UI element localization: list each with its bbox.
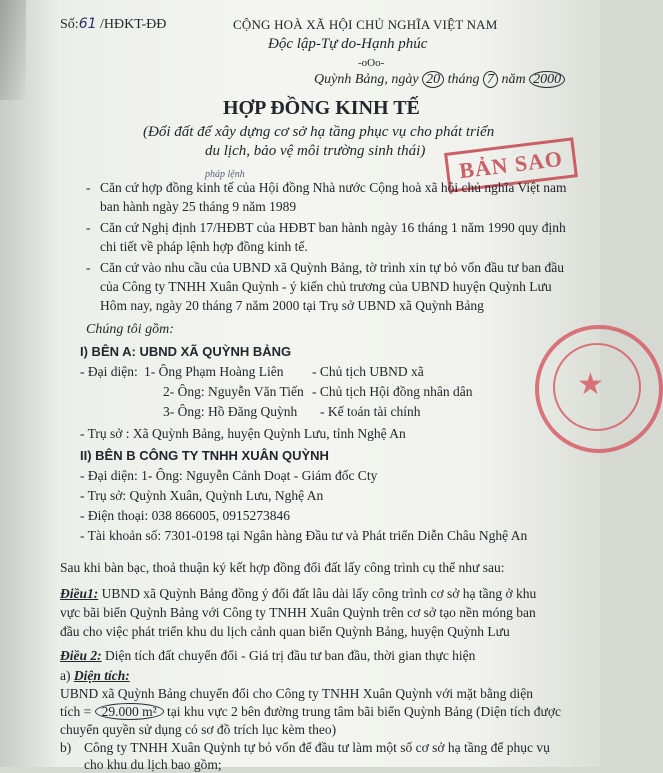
handwritten-note: pháp lệnh (205, 169, 245, 180)
party-b-office: - Trụ sở: Quỳnh Xuân, Quỳnh Lưu, Nghệ An (80, 488, 324, 503)
copy-stamp: BẢN SAO (444, 137, 578, 193)
party-a-rep-1-role: - Chủ tịch UBND xã (312, 364, 424, 379)
basis-1-line2: ban hành ngày 25 tháng 9 năm 1989 (100, 199, 297, 214)
number-handwritten: 61 (78, 16, 97, 32)
seal-star-icon: ★ (577, 368, 604, 401)
party-a-office: - Trụ sở : Xã Quỳnh Bảng, huyện Quỳnh Lưu, tỉnh Nghệ An (80, 426, 406, 441)
number-suffix: /HĐKT-ĐĐ (96, 17, 167, 32)
article-2-b-label: b) (60, 740, 72, 755)
party-a-rep-2-name: 2- Ông: Nguyễn Văn Tiến (163, 384, 304, 399)
number-prefix: Số: (60, 17, 79, 32)
article-1-line3: đầu cho việc phát triển khu du lịch cảnh quan biển Quỳnh Bảng, huyện Quỳnh Lưu (60, 624, 510, 639)
contract-subtitle-line1: (Đổi đất để xây dựng cơ sở hạ tầng phục vụ cho phát triển (143, 124, 495, 140)
article-1-line1 (60, 586, 536, 602)
date-month-label: tháng (447, 72, 480, 87)
article-2-b-line2: cho khu du lịch bao gồm; (84, 757, 222, 772)
basis-1-line1: Căn cứ hợp đồng kinh tế của Hội đồng Nhà nước Cộng hoà xã hội chủ nghĩa Việt nam (100, 180, 567, 195)
party-b-rep: - Đại diện: 1- Ông: Nguyễn Cảnh Doạt - Giám đốc Cty (80, 468, 378, 483)
article-2-a-line2 (60, 704, 561, 720)
article-1-text: UBND xã Quỳnh Bảng đồng ý đổi đất lâu dài lấy công trình cơ sở hạ tầng ở khu (98, 586, 537, 601)
date-year-label: năm (501, 72, 526, 87)
article-2-a-line3: chuyển quyền sử dụng có sơ đồ trích lục kèm theo) (60, 722, 337, 737)
basis-3-bullet: - (86, 260, 91, 275)
basis-2-line1: Căn cứ Nghị định 17/HĐBT của HĐBT ban hành ngày 16 tháng 1 năm 1990 quy định (100, 220, 566, 235)
article-1-label: Điều1: (60, 586, 99, 601)
ornament: -oOo- (358, 57, 385, 69)
area-suffix: tại khu vực 2 bên đường trung tâm bãi biển Quỳnh Bảng (Diện tích được (163, 704, 561, 719)
article-2-text: Diện tích đất chuyển đổi - Giá trị đầu tư ban đầu, thời gian thực hiện (101, 648, 476, 663)
agreement-intro: Sau khi bàn bạc, thoả thuận ký kết hợp đồng đổi đất lấy công trình cụ thể như sau: (60, 560, 505, 575)
party-a-rep-3-role: - Kế toán tài chính (320, 404, 421, 419)
article-2-a-title: Diện tích: (73, 668, 130, 683)
party-b-phone: - Điện thoại: 038 866005, 0915273846 (80, 508, 290, 523)
basis-2-bullet: - (86, 220, 91, 235)
party-a-rep-3-name: 3- Ông: Hồ Đăng Quỳnh (163, 404, 298, 419)
party-b-heading: II) BÊN B CÔNG TY TNHH XUÂN QUỲNH (80, 448, 329, 463)
article-2-b-line1: Công ty TNHH Xuân Quỳnh tự bỏ vốn để đầu tư làm một số cơ sở hạ tầng để phục vụ (84, 740, 550, 755)
party-a-rep-label: - Đại diện: (80, 364, 138, 379)
basis-3-line3: Hôm nay, ngày 20 tháng 7 năm 2000 tại Trụ sở UBND xã Quỳnh Bảng (100, 298, 484, 313)
parties-intro: Chúng tôi gồm: (86, 322, 174, 337)
party-a-rep-2-role: - Chủ tịch Hội đồng nhân dân (312, 384, 473, 399)
date-year: 2000 (529, 71, 565, 88)
red-seal (535, 325, 663, 453)
republic-heading: CỘNG HOÀ XÃ HỘI CHỦ NGHĨA VIỆT NAM (233, 17, 498, 32)
article-2-label: Điều 2: (60, 648, 102, 663)
contract-title: HỢP ĐỒNG KINH TẾ (223, 97, 420, 119)
article-1-line2: vực bãi biển Quỳnh Bảng với Công ty TNHH Xuân Quỳnh trên cơ sở tạo nền móng ban (60, 605, 536, 620)
basis-1-bullet: - (86, 180, 91, 195)
basis-2-line2: chi tiết về pháp lệnh hợp đồng kinh tế. (100, 239, 308, 254)
page-fold-shadow (0, 0, 26, 100)
area-value: 29.000 m² (95, 703, 164, 720)
motto: Độc lập-Tự do-Hạnh phúc (268, 36, 428, 52)
date-day: 20 (422, 71, 444, 88)
article-2-a-line1: UBND xã Quỳnh Bảng chuyển đổi cho Công ty TNHH Xuân Quỳnh với mặt bằng diện (60, 686, 533, 701)
party-b-account: - Tài khoản số: 7301-0198 tại Ngân hàng Đầu tư và Phát triển Diễn Châu Nghệ An (80, 528, 528, 543)
basis-3-line1: Căn cứ vào nhu cầu của UBND xã Quỳnh Bảng, tờ trình xin tự bỏ vốn đầu tư ban đầu (100, 260, 565, 275)
date-month: 7 (483, 71, 498, 88)
date-line (314, 72, 565, 88)
party-a-rep-1-name: 1- Ông Phạm Hoàng Liên (144, 364, 284, 379)
article-2-a-label: a) (60, 668, 71, 683)
basis-3-line2: của Công ty TNHH Xuân Quỳnh - ý kiến chủ trương của UBND huyện Quỳnh Lưu (100, 279, 552, 294)
document-number (60, 16, 166, 33)
article-2-line (60, 648, 475, 664)
contract-subtitle-line2: du lịch, bảo vệ môi trường sinh thái) (205, 143, 426, 159)
date-place: Quỳnh Bảng, ngày (314, 72, 419, 87)
party-a-heading: I) BÊN A: UBND XÃ QUỲNH BẢNG (80, 344, 292, 359)
article-2-a-heading (60, 668, 130, 684)
area-prefix: tích = (60, 704, 92, 719)
